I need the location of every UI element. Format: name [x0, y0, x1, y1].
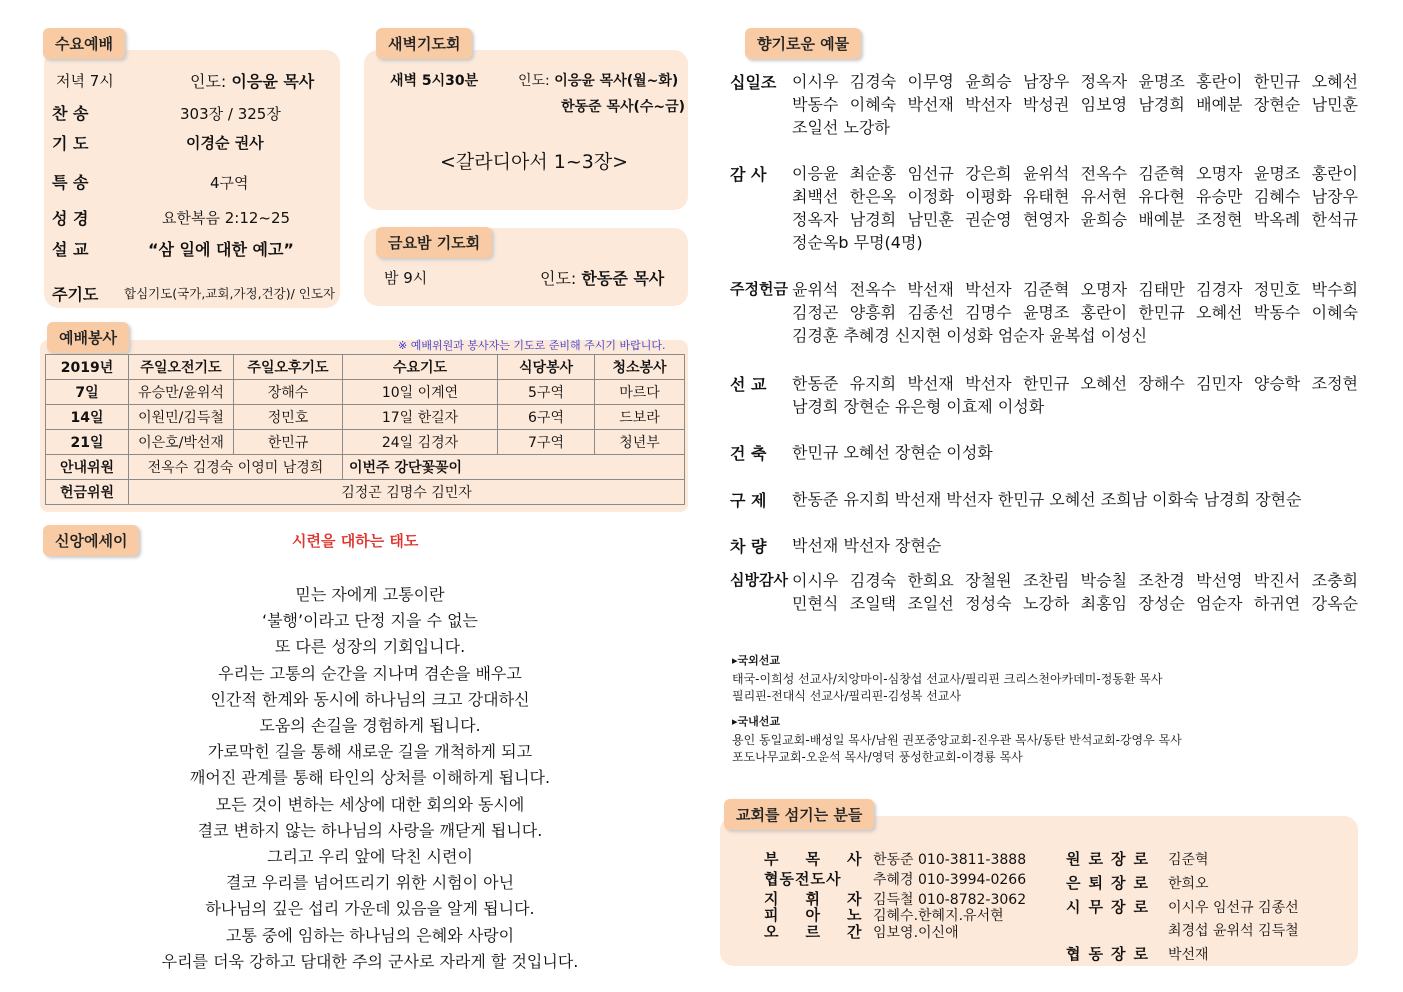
table-header-row: [46, 355, 685, 380]
essay-line: 그리고 우리 앞에 닥친 시련이: [267, 847, 473, 867]
staff-role: 지휘자: [764, 890, 889, 908]
usher-names: 전옥수 김경숙 이영미 남경희: [129, 455, 343, 480]
offerings-tab: 향기로운 예물: [745, 28, 861, 59]
offering-label: 심방감사: [730, 571, 788, 589]
staff-name: 김득철 010-8782-3062: [873, 892, 1027, 908]
table-cell: 마르다: [595, 380, 685, 405]
main-prayer-value: 합심기도(국가,교회,가정,건강)/ 인도자: [124, 286, 335, 301]
table-row: [46, 430, 685, 455]
table-cell: 이은호/박선재: [129, 430, 234, 455]
table-cell: 21일: [46, 430, 129, 455]
essay-line: ‘불행’이라고 단정 지을 수 없는: [262, 611, 478, 631]
active-elder-names: 이시우 임선규 김종선: [1168, 900, 1299, 916]
staff-role: 피아노: [764, 906, 889, 924]
prayer-value: 이경순 권사: [186, 134, 264, 152]
offering-label: 감 사: [730, 165, 767, 184]
table-cell: 10일 이계연: [343, 380, 498, 405]
dawn-time: 새벽 5시30분: [390, 73, 479, 89]
essay-line: 믿는 자에게 고통이란: [295, 585, 445, 604]
leader-label: 인도:: [190, 72, 227, 91]
offering-label: 구 제: [730, 491, 767, 510]
header-cell: 주일오후기도: [234, 355, 343, 380]
sermon-title: “삼 일에 대한 예고”: [148, 240, 294, 259]
table-cell: 드보라: [595, 405, 685, 430]
offering-label: 선 교: [730, 375, 767, 394]
offering-label: 차 량: [730, 537, 767, 556]
essay-line: 도움의 손길을 경험하게 됩니다.: [259, 716, 481, 736]
scripture-label: 성 경: [52, 209, 89, 228]
table-cell: 7구역: [498, 430, 595, 455]
special-label: 특 송: [52, 173, 89, 192]
friday-time: 밤 9시: [384, 269, 428, 287]
table-cell: 유승만/윤위석: [129, 380, 234, 405]
wednesday-time: 저녁 7시: [56, 72, 114, 90]
sermon-label: 설 교: [52, 240, 89, 259]
elder-emeritus-name: 김준혁: [1168, 852, 1209, 868]
staff-name: 추혜경 010-3994-0266: [873, 872, 1027, 888]
header-cell: 2019년: [46, 355, 129, 380]
overseas-mission-line: 필리핀-전대식 선교사/필리핀-김성복 선교사: [732, 689, 961, 703]
header-cell: 식당봉사: [498, 355, 595, 380]
staff-name: 한동준 010-3811-3888: [873, 852, 1027, 868]
active-elder-label: 시무장로: [1066, 898, 1156, 916]
table-cell: 17일 한길자: [343, 405, 498, 430]
staff-role: 오르간: [764, 923, 889, 941]
prayer-label: 기 도: [52, 134, 89, 153]
essay-line: 깨어진 관계를 통해 타인의 상처를 이해하게 됩니다.: [189, 768, 551, 788]
offering-members: 김정곤 김명수 김민자: [129, 480, 685, 505]
domestic-mission-title: ▸국내선교: [732, 715, 781, 728]
table-cell: 24일 김경자: [343, 430, 498, 455]
header-cell: 청소봉사: [595, 355, 685, 380]
service-note: ※ 예배위원과 봉사자는 기도로 준비해 주시기 바랍니다.: [398, 339, 666, 352]
staff-role: 부목사: [764, 850, 889, 868]
table-cell: 한민규: [234, 430, 343, 455]
essay-line: 모든 것이 변하는 세상에 대한 회의와 동시에: [215, 794, 525, 814]
header-cell: 수요기도: [343, 355, 498, 380]
domestic-mission-line: 용인 동일교회-배성일 목사/남원 권포중앙교회-진우관 목사/동탄 반석교회-강영우 목사: [732, 733, 1182, 747]
offering-label: 주정헌금: [730, 280, 788, 298]
offering-names: 이시우 김경숙 이무영 윤희승 남장우 정옥자 윤명조 홍란이 한민규 오혜선 박동수 이혜숙 박선재 박선자 박성권 임보영 남경희 배예분 장현순 남민훈 조일선 노강하: [792, 72, 1358, 137]
offering-names: 한동준 유지희 박선재 박선자 한민규 오혜선 조희남 이화숙 남경희 장현순: [792, 490, 1302, 509]
friday-leader: 인도: 한동준 목사: [540, 269, 665, 288]
offering-label: 헌금위원: [46, 480, 129, 505]
table-cell: 장해수: [234, 380, 343, 405]
essay-line: 하나님의 깊은 섭리 가운데 있음을 알게 됩니다.: [205, 899, 535, 919]
offering-names: 한민규 오혜선 장현순 이성화: [792, 443, 993, 462]
essay-title: 시련을 대하는 태도: [292, 532, 419, 550]
dawn-scripture: <갈라디아서 1~3장>: [440, 151, 629, 173]
hymn-label: 찬 송: [52, 104, 89, 123]
service-table: [45, 354, 685, 505]
offering-names: 이응윤 최순홍 임선규 강은희 윤위석 전옥수 김준혁 오명자 윤명조 홍란이 최백선 한은옥 이정화 이평화 유태현 유서현 유다현 유승만 김혜수 남장우 정옥자 남경희 남민훈 권순영 현영자 윤희승 배예분 조정현 박옥례 한석규 정순옥b 무명(4명): [792, 164, 1358, 252]
wednesday-tab: 수요예배: [43, 28, 125, 59]
retired-elder-label: 은퇴장로: [1066, 874, 1156, 892]
offering-names: 박선재 박선자 장현순: [792, 536, 942, 555]
staff-role: 협동전도사: [764, 870, 842, 888]
table-cell: 5구역: [498, 380, 595, 405]
staff-tab: 교회를 섬기는 분들: [724, 799, 874, 830]
essay-line: 우리를 더욱 강하고 담대한 주의 군사로 자라게 할 것입니다.: [161, 951, 579, 971]
flower-note: 이번주 강단꽃꽂이: [343, 455, 685, 480]
essay-line: 인간적 한계와 동시에 하나님의 크고 강대하신: [210, 689, 530, 709]
offering-label: 건 축: [730, 444, 767, 463]
essay-line: 결코 우리를 넘어뜨리기 위한 시험이 아닌: [225, 873, 515, 893]
staff-name: 김혜수.한혜지.유서현: [873, 908, 1004, 924]
table-row: [46, 380, 685, 405]
friday-tab: 금요밤 기도회: [376, 227, 492, 258]
header-cell: 주일오전기도: [129, 355, 234, 380]
retired-elder-name: 한희오: [1168, 876, 1209, 892]
essay-line: 결코 변하지 않는 하나님의 사랑을 깨닫게 됩니다.: [197, 820, 543, 840]
essay-line: 고통 중에 임하는 하나님의 은혜와 사랑이: [225, 925, 515, 945]
special-value: 4구역: [210, 174, 249, 192]
essay-tab: 신앙에세이: [43, 525, 139, 556]
table-row: [46, 480, 685, 505]
main-prayer-label: 주기도: [52, 285, 99, 304]
domestic-mission-line: 포도나무교회-오운석 목사/영덕 풍성한교회-이경룡 목사: [732, 750, 1023, 764]
leader-name: 이응윤 목사: [231, 72, 315, 91]
table-row: [46, 405, 685, 430]
wednesday-leader: [190, 69, 314, 92]
table-cell: 14일: [46, 405, 129, 430]
offering-names: 이시우 김경숙 한희요 장철원 조찬림 박승칠 조찬경 박선영 박진서 조충희 민현식 조일택 조일선 정성숙 노강하 최홍임 장성순 엄순자 하귀연 강옥순: [792, 571, 1358, 613]
table-cell: 이원민/김득철: [129, 405, 234, 430]
active-elder-names: 최경섭 윤위석 김득철: [1168, 923, 1299, 939]
scripture-value: 요한복음 2:12~25: [162, 209, 291, 227]
overseas-mission-title: ▸국외선교: [732, 654, 781, 667]
dawn-leader1: 인도: 이응윤 목사(월~화): [518, 73, 679, 89]
essay-line: 가로막힌 길을 통해 새로운 길을 개척하게 되고: [207, 742, 533, 762]
essay-line: 또 다른 성장의 기회입니다.: [274, 637, 466, 657]
table-cell: 6구역: [498, 405, 595, 430]
essay-body: [60, 582, 680, 975]
dawn-leader2: 한동준 목사(수~금): [561, 99, 686, 115]
usher-label: 안내위원: [46, 455, 129, 480]
overseas-mission-line: 태국-이희성 선교사/치앙마이-심창섭 선교사/필리핀 크리스천아카데미-정동환 목사: [732, 672, 1163, 686]
offering-label: 십일조: [730, 73, 777, 92]
dawn-tab: 새벽기도회: [376, 28, 472, 59]
offering-names: 윤위석 전옥수 박선재 박선자 김준혁 오명자 김태만 김경자 정민호 박수희 김정곤 양흥휘 김종선 김명수 윤명조 홍란이 한민규 오혜선 박동수 이혜숙 김경훈 추혜경 신지현 이성화 엄순자 윤복섭 이성신: [792, 280, 1358, 345]
table-row: [46, 455, 685, 480]
table-cell: 청년부: [595, 430, 685, 455]
cooperating-elder-label: 협동장로: [1066, 945, 1156, 963]
hymn-value: 303장 / 325장: [180, 105, 281, 123]
staff-name: 임보영.이신애: [873, 925, 959, 941]
cooperating-elder-name: 박선재: [1168, 947, 1209, 963]
elder-emeritus-label: 원로장로: [1066, 850, 1156, 868]
essay-line: 우리는 고통의 순간을 지나며 겸손을 배우고: [218, 663, 522, 683]
table-cell: 7일: [46, 380, 129, 405]
offering-names: 한동준 유지희 박선재 박선자 한민규 오혜선 장해수 김민자 양승학 조정현 남경희 장현순 유은형 이효제 이성화: [792, 374, 1358, 416]
table-cell: 정민호: [234, 405, 343, 430]
service-tab: 예배봉사: [47, 322, 129, 353]
